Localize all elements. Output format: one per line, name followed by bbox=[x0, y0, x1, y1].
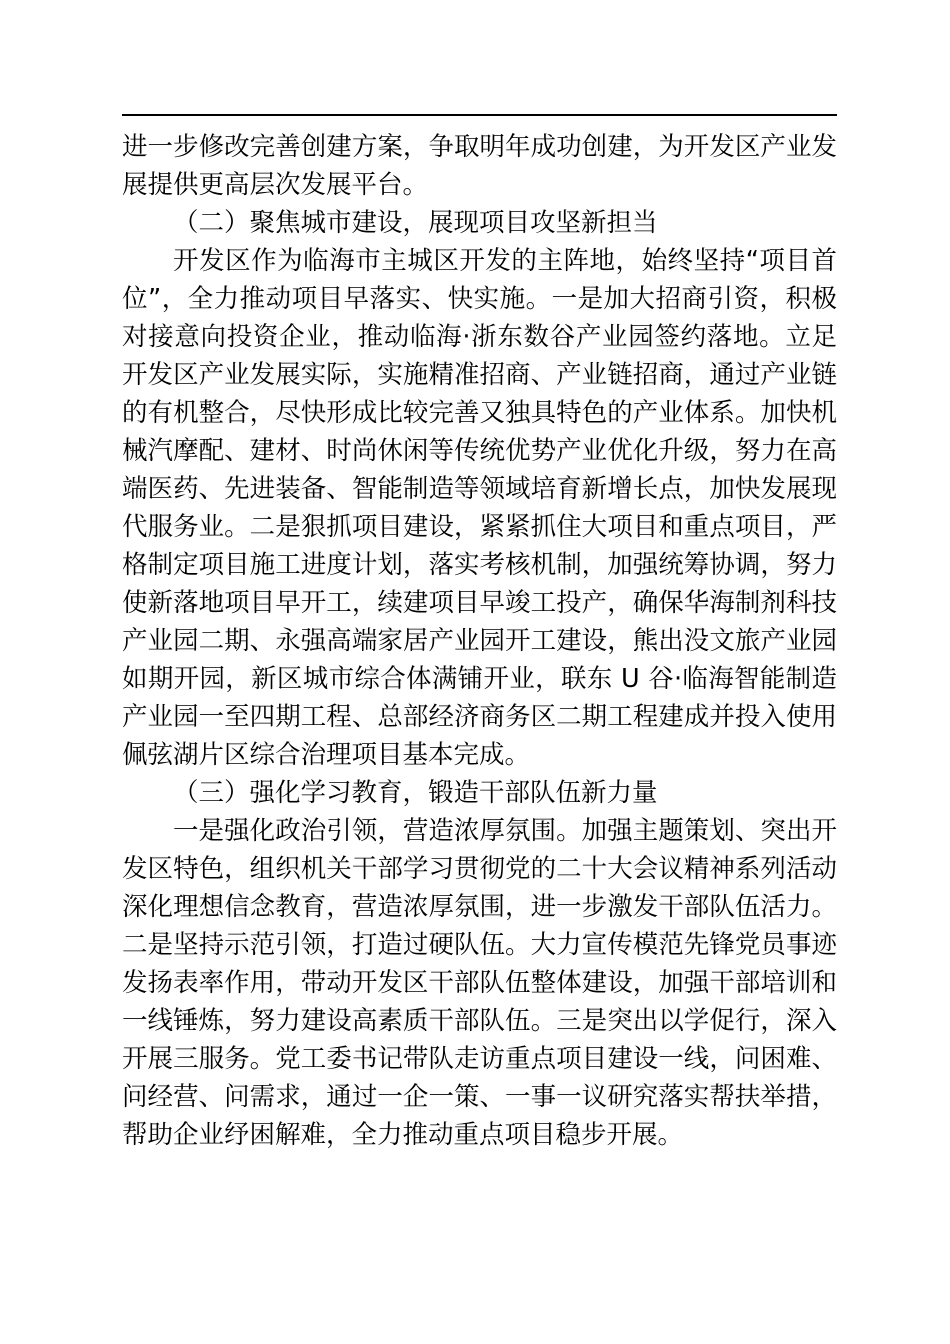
text-line: 位”，全力推动项目早落实、快实施。一是加大招商引资，积极 bbox=[122, 284, 837, 314]
text-line: 展提供更高层次发展平台。 bbox=[122, 170, 429, 200]
header-rule bbox=[122, 114, 837, 116]
text-line: 的有机整合，尽快形成比较完善又独具特色的产业体系。加快机 bbox=[122, 398, 837, 428]
text-line: 发扬表率作用，带动开发区干部队伍整体建设，加强干部培训和 bbox=[122, 968, 837, 998]
text-line: 二是坚持示范引领，打造过硬队伍。大力宣传模范先锋党员事迹 bbox=[122, 930, 837, 960]
paragraph-start: 一是强化政治引领，营造浓厚氛围。加强主题策划、突出开 bbox=[173, 816, 837, 846]
text-line: 帮助企业纾困解难，全力推动重点项目稳步开展。 bbox=[122, 1120, 684, 1150]
text-line: 发区特色，组织机关干部学习贯彻党的二十大会议精神系列活动 bbox=[122, 854, 837, 884]
text-line: 开发区产业发展实际，实施精准招商、产业链招商，通过产业链 bbox=[122, 360, 837, 390]
text-line: 代服务业。二是狠抓项目建设，紧紧抓住大项目和重点项目，严 bbox=[122, 512, 837, 542]
text-line: 一线锤炼，努力建设高素质干部队伍。三是突出以学促行，深入 bbox=[122, 1006, 837, 1036]
text-line: 产业园一至四期工程、总部经济商务区二期工程建成并投入使用 bbox=[122, 702, 837, 732]
paragraph-start: 开发区作为临海市主城区开发的主阵地，始终坚持“项目首 bbox=[173, 246, 837, 276]
document-body bbox=[122, 128, 837, 1154]
text-line: 产业园二期、永强高端家居产业园开工建设，熊出没文旅产业园 bbox=[122, 626, 837, 656]
text-line: 问经营、问需求，通过一企一策、一事一议研究落实帮扶举措， bbox=[122, 1082, 837, 1112]
text-line: 如期开园，新区城市综合体满铺开业，联东 U 谷·临海智能制造 bbox=[122, 664, 837, 694]
text-line: 端医药、先进装备、智能制造等领域培育新增长点，加快发展现 bbox=[122, 474, 837, 504]
section-heading-3: （三）强化学习教育，锻造干部队伍新力量 bbox=[173, 778, 658, 808]
text-line: 格制定项目施工进度计划，落实考核机制，加强统筹协调，努力 bbox=[122, 550, 837, 580]
text-line: 使新落地项目早开工，续建项目早竣工投产，确保华海制剂科技 bbox=[122, 588, 837, 618]
text-line: 深化理想信念教育，营造浓厚氛围，进一步激发干部队伍活力。 bbox=[122, 892, 837, 922]
text-line: 佩弦湖片区综合治理项目基本完成。 bbox=[122, 740, 531, 770]
text-line: 开展三服务。党工委书记带队走访重点项目建设一线，问困难、 bbox=[122, 1044, 837, 1074]
section-heading-2: （二）聚焦城市建设，展现项目攻坚新担当 bbox=[173, 208, 658, 238]
text-line: 械汽摩配、建材、时尚休闲等传统优势产业优化升级，努力在高 bbox=[122, 436, 837, 466]
text-line: 进一步修改完善创建方案，争取明年成功创建，为开发区产业发 bbox=[122, 132, 837, 162]
text-line: 对接意向投资企业，推动临海·浙东数谷产业园签约落地。立足 bbox=[122, 322, 837, 352]
